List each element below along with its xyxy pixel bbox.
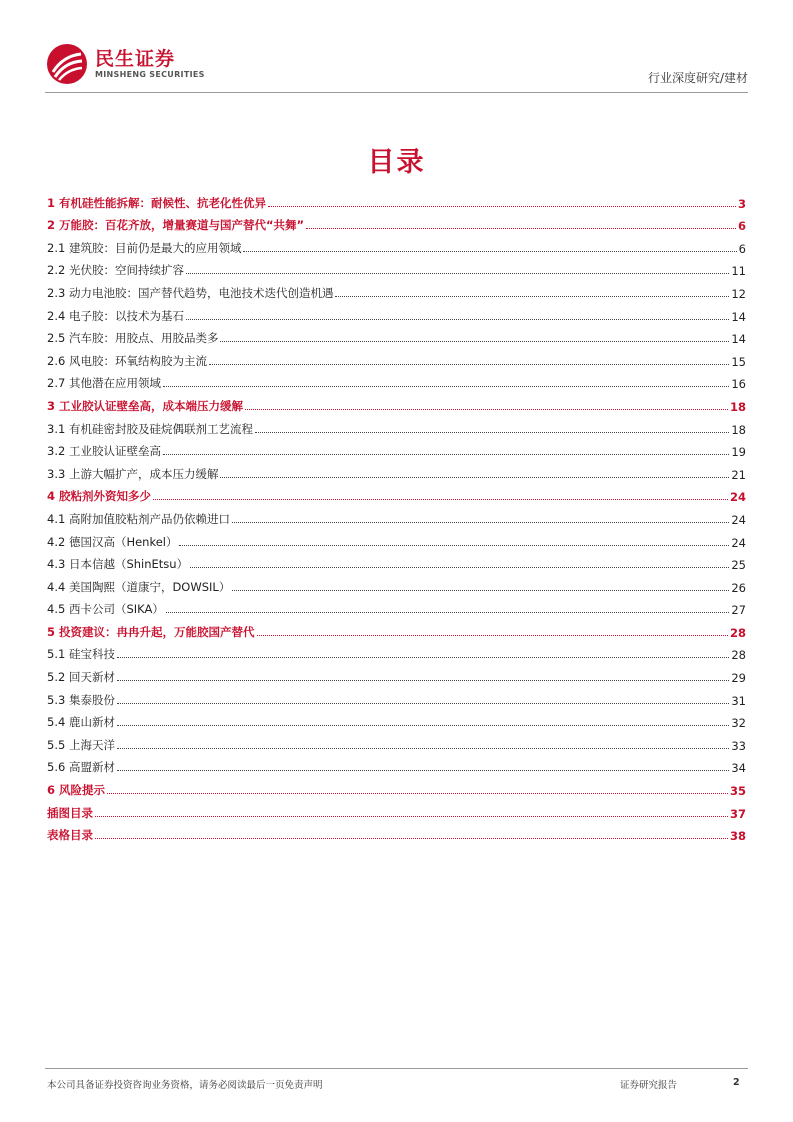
toc-entry-label: 5.3 集泰股份 <box>47 692 115 707</box>
toc-dot-leader <box>220 341 729 342</box>
toc-entry[interactable] <box>47 211 746 234</box>
toc-dot-leader <box>220 477 729 478</box>
toc-entry[interactable] <box>47 437 746 460</box>
toc-entry[interactable] <box>47 459 746 482</box>
toc-entry[interactable] <box>47 324 746 347</box>
toc-entry-label: 3 工业胶认证壁垒高，成本端压力缓解 <box>47 398 244 413</box>
toc-entry[interactable] <box>47 482 746 505</box>
toc-entry-page: 6 <box>737 219 746 234</box>
toc-entry-page: 25 <box>731 558 746 573</box>
toc-entry[interactable] <box>47 550 746 573</box>
toc-dot-leader <box>117 703 729 704</box>
toc-entry-page: 38 <box>729 829 746 844</box>
toc-entry[interactable] <box>47 301 746 324</box>
toc-entry-page: 29 <box>731 671 746 686</box>
toc-entry-page: 34 <box>731 761 746 776</box>
toc-dot-leader <box>163 386 729 387</box>
toc-entry-page: 18 <box>731 422 746 437</box>
toc-entry-page: 28 <box>729 625 746 640</box>
page-title: 目录 <box>367 147 426 178</box>
toc-dot-leader <box>186 319 729 320</box>
toc-entry[interactable] <box>47 278 746 301</box>
minsheng-logo-icon <box>45 42 89 86</box>
toc-dot-leader <box>163 454 729 455</box>
toc-entry[interactable] <box>47 369 746 392</box>
footer-disclaimer: 本公司具备证券投资咨询业务资格，请务必阅读最后一页免责声明 <box>47 1080 323 1091</box>
toc-entry-page: 18 <box>729 399 746 414</box>
toc-entry[interactable] <box>47 798 746 821</box>
toc-dot-leader <box>117 680 729 681</box>
page-header <box>45 42 748 92</box>
toc-entry[interactable] <box>47 595 746 618</box>
toc-entry-label: 4.3 日本信越（ShinEtsu） <box>47 557 189 572</box>
toc-entry[interactable] <box>47 662 746 685</box>
toc-entry[interactable] <box>47 346 746 369</box>
toc-entry-label: 6 风险提示 <box>47 783 106 798</box>
logo-english-name: MINSHENG SECURITIES <box>95 70 205 79</box>
toc-entry-page: 14 <box>731 309 746 324</box>
toc-entry-page: 21 <box>731 467 746 482</box>
toc-entry-label: 4.4 美国陶熙（道康宁，DOWSIL） <box>47 579 231 594</box>
toc-entry-page: 6 <box>738 241 746 256</box>
toc-entry[interactable] <box>47 188 746 211</box>
toc-entry-page: 24 <box>731 535 746 550</box>
toc-dot-leader <box>179 545 729 546</box>
toc-entry-label: 5.5 上海天洋 <box>47 737 115 752</box>
toc-entry-label: 3.1 有机硅密封胶及硅烷偶联剂工艺流程 <box>47 421 253 436</box>
company-logo <box>45 42 205 86</box>
toc-entry-page: 3 <box>737 196 746 211</box>
toc-entry-label: 3.3 上游大幅扩产，成本压力缓解 <box>47 466 219 481</box>
toc-entry[interactable] <box>47 617 746 640</box>
toc-entry-page: 24 <box>731 512 746 527</box>
toc-entry-label: 2.2 光伏胶：空间持续扩容 <box>47 263 184 278</box>
toc-entry-label: 5.6 高盟新材 <box>47 760 115 775</box>
toc-entry[interactable] <box>47 753 746 776</box>
toc-entry[interactable] <box>47 233 746 256</box>
toc-dot-leader <box>268 206 736 207</box>
toc-dot-leader <box>243 251 736 252</box>
toc-entry-label: 5.1 硅宝科技 <box>47 647 115 662</box>
toc-entry[interactable] <box>47 504 746 527</box>
toc-entry[interactable] <box>47 391 746 414</box>
toc-entry[interactable] <box>47 572 746 595</box>
logo-chinese-name: 民生证券 <box>95 48 176 70</box>
toc-entry-page: 31 <box>731 693 746 708</box>
toc-entry-label: 2.3 动力电池胶：国产替代趋势，电池技术迭代创造机遇 <box>47 285 334 300</box>
toc-entry-label: 2.4 电子胶：以技术为基石 <box>47 308 184 323</box>
toc-entry[interactable] <box>47 708 746 731</box>
toc-dot-leader <box>209 364 729 365</box>
toc-entry[interactable] <box>47 640 746 663</box>
toc-entry-page: 19 <box>731 445 746 460</box>
toc-entry-label: 2 万能胶：百花齐放，增量赛道与国产替代“共舞” <box>47 218 305 233</box>
toc-dot-leader <box>107 793 728 794</box>
toc-entry-page: 24 <box>729 490 746 505</box>
toc-entry-page: 33 <box>731 738 746 753</box>
toc-dot-leader <box>257 635 728 636</box>
report-category: 行业深度研究/建材 <box>647 71 748 85</box>
toc-entry-page: 16 <box>731 377 746 392</box>
toc-entry-label: 4.1 高附加值胶粘剂产品仍依赖进口 <box>47 511 230 526</box>
toc-entry-label: 2.1 建筑胶：目前仍是最大的应用领域 <box>47 240 242 255</box>
toc-dot-leader <box>245 409 728 410</box>
toc-entry[interactable] <box>47 730 746 753</box>
toc-entry-page: 15 <box>731 354 746 369</box>
toc-dot-leader <box>166 612 730 613</box>
toc-entry-page: 35 <box>729 784 746 799</box>
toc-entry-label: 5.4 鹿山新材 <box>47 715 115 730</box>
toc-dot-leader <box>335 296 729 297</box>
toc-dot-leader <box>95 816 728 817</box>
toc-entry-label: 4 胶粘剂外资知多少 <box>47 489 152 504</box>
toc-dot-leader <box>232 522 729 523</box>
toc-entry-label: 1 有机硅性能拆解：耐候性、抗老化性优异 <box>47 195 267 210</box>
toc-entry[interactable] <box>47 414 746 437</box>
toc-entry-label: 2.6 风电胶：环氧结构胶为主流 <box>47 353 207 368</box>
toc-dot-leader <box>117 748 729 749</box>
toc-entry-label: 3.2 工业胶认证壁垒高 <box>47 444 161 459</box>
toc-entry[interactable] <box>47 685 746 708</box>
toc-dot-leader <box>153 499 728 500</box>
toc-entry[interactable] <box>47 775 746 798</box>
toc-entry-page: 32 <box>731 716 746 731</box>
toc-dot-leader <box>117 770 729 771</box>
header-divider <box>45 92 748 93</box>
toc-dot-leader <box>306 228 736 229</box>
footer-divider <box>45 1068 748 1069</box>
toc-entry-label: 5.2 回天新材 <box>47 670 115 685</box>
toc-entry-label: 4.5 西卡公司（SIKA） <box>47 602 164 617</box>
toc-dot-leader <box>186 273 729 274</box>
toc-dot-leader <box>255 432 729 433</box>
toc-dot-leader <box>95 838 728 839</box>
toc-entry-page: 26 <box>731 580 746 595</box>
toc-entry-page: 12 <box>731 286 746 301</box>
toc-dot-leader <box>117 725 729 726</box>
toc-entry-label: 4.2 德国汉高（Henkel） <box>47 534 178 549</box>
footer-report-type: 证券研究报告 <box>620 1080 678 1091</box>
toc-entry-page: 11 <box>731 264 746 279</box>
toc-entry-label: 表格目录 <box>47 828 93 843</box>
toc-dot-leader <box>232 590 729 591</box>
toc-entry[interactable] <box>47 527 746 550</box>
toc-entry-page: 28 <box>731 648 746 663</box>
toc-dot-leader <box>117 657 729 658</box>
toc-dot-leader <box>190 567 729 568</box>
toc-entry-label: 插图目录 <box>47 805 93 820</box>
table-of-contents <box>47 188 746 843</box>
toc-entry[interactable] <box>47 256 746 279</box>
toc-entry-page: 14 <box>731 332 746 347</box>
toc-entry-label: 2.7 其他潜在应用领域 <box>47 376 161 391</box>
toc-entry[interactable] <box>47 821 746 844</box>
toc-entry-page: 37 <box>729 806 746 821</box>
toc-entry-label: 2.5 汽车胶：用胶点、用胶品类多 <box>47 331 219 346</box>
footer-page-number: 2 <box>733 1077 740 1088</box>
toc-entry-label: 5 投资建议：冉冉升起，万能胶国产替代 <box>47 624 255 639</box>
toc-entry-page: 27 <box>731 603 746 618</box>
